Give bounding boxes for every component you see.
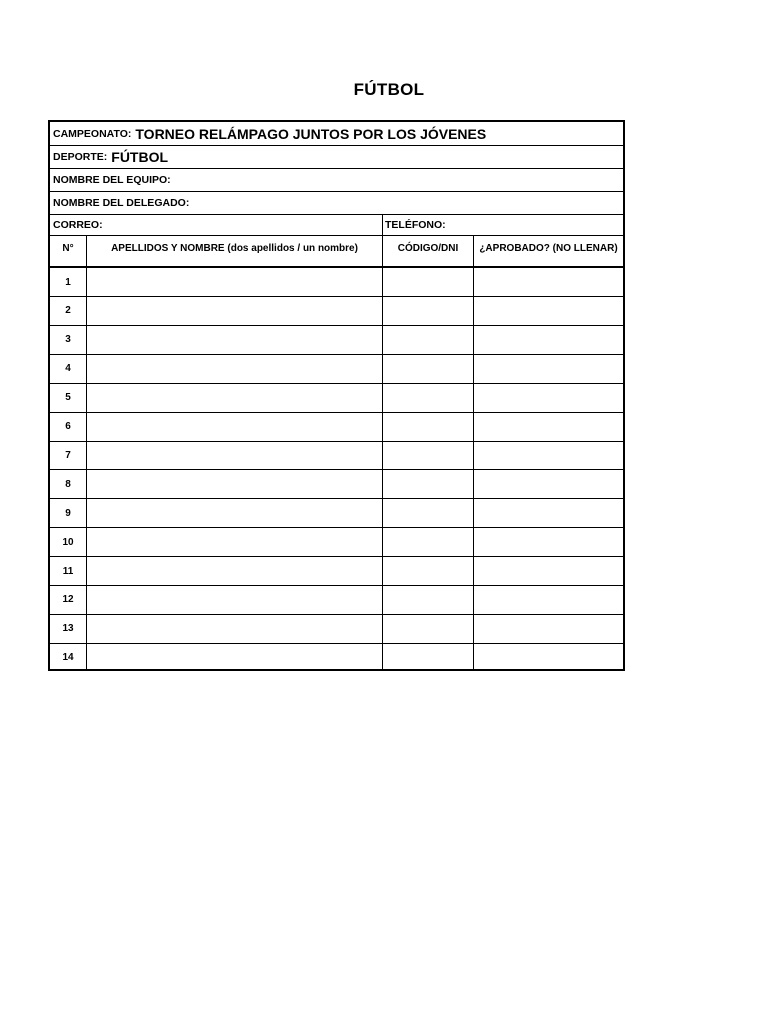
equipo-label: NOMBRE DEL EQUIPO: [53, 174, 171, 186]
table-row[interactable] [50, 557, 623, 586]
header-codigo: CÓDIGO/DNI [397, 243, 459, 254]
row-number: 10 [62, 536, 74, 548]
page-title: FÚTBOL [353, 80, 425, 99]
col-divider-1 [86, 236, 87, 669]
table-row[interactable] [50, 615, 623, 644]
deporte-value: FÚTBOL [111, 149, 169, 165]
registration-form [48, 120, 625, 671]
deporte-label: DEPORTE: [53, 151, 108, 163]
table-row[interactable] [50, 586, 623, 615]
table-row[interactable] [50, 644, 623, 673]
row-number: 8 [65, 478, 71, 490]
table-row[interactable] [50, 470, 623, 499]
correo-label[interactable]: CORREO: [53, 219, 103, 231]
table-row[interactable] [50, 297, 623, 326]
row-number: 11 [62, 565, 74, 577]
table-row[interactable] [50, 441, 623, 470]
row-number: 12 [62, 594, 74, 606]
row-number: 9 [65, 507, 71, 519]
table-row[interactable] [50, 268, 623, 297]
table-row[interactable] [50, 528, 623, 557]
campeonato-row [50, 122, 623, 146]
row-number: 4 [65, 363, 71, 375]
row-number: 1 [65, 276, 71, 288]
header-num: N° [62, 243, 74, 254]
campeonato-label: CAMPEONATO: [53, 127, 132, 140]
header-nombre: APELLIDOS Y NOMBRE (dos apellidos / un nombre) [111, 243, 358, 254]
delegado-label: NOMBRE DEL DELEGADO: [53, 197, 190, 209]
row-number: 13 [62, 623, 74, 635]
row-number: 14 [62, 652, 74, 664]
delegado-field[interactable] [50, 192, 623, 215]
header-aprobado: ¿APROBADO? (NO LLENAR) [479, 243, 618, 254]
table-row[interactable] [50, 413, 623, 442]
table-row[interactable] [50, 384, 623, 413]
row-number: 6 [65, 421, 71, 432]
table-row[interactable] [50, 326, 623, 355]
row-number: 3 [65, 334, 71, 346]
col-divider-2 [382, 236, 383, 669]
contact-divider [382, 215, 383, 236]
row-number: 7 [65, 449, 71, 461]
table-row[interactable] [50, 499, 623, 528]
table-row[interactable] [50, 355, 623, 384]
contact-row [50, 215, 623, 236]
col-divider-3 [473, 236, 474, 669]
equipo-field[interactable] [50, 169, 623, 192]
table-header [50, 236, 623, 268]
telefono-label[interactable]: TELÉFONO: [385, 219, 446, 231]
row-number: 5 [65, 392, 71, 404]
deporte-row [50, 146, 623, 169]
campeonato-value: TORNEO RELÁMPAGO JUNTOS POR LOS JÓVENES [135, 125, 487, 142]
row-number: 2 [65, 305, 71, 317]
